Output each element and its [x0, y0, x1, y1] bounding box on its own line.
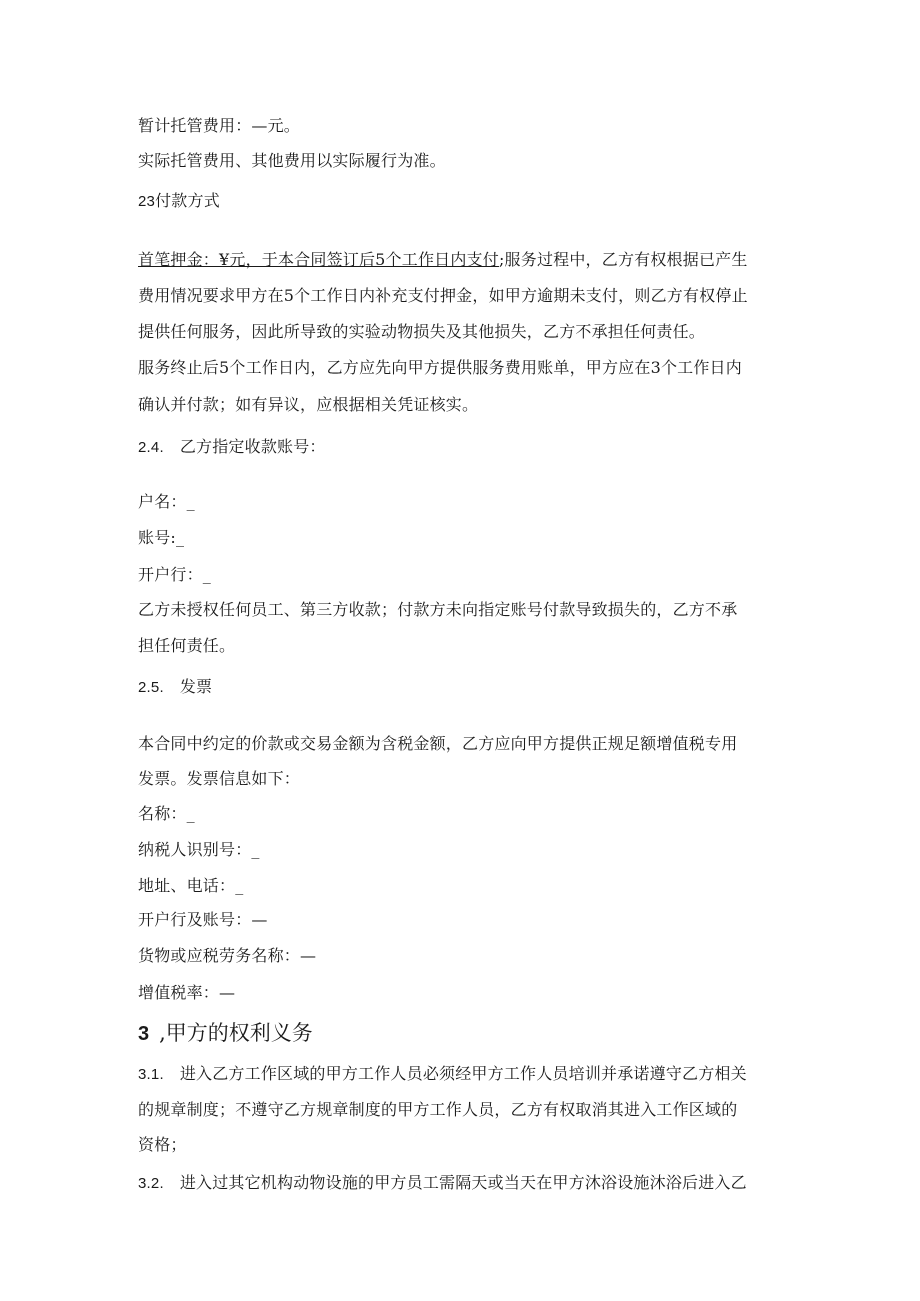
invoice-paragraph-line-1: 本合同中约定的价款或交易金额为含税金额，乙方应向甲方提供正规足额增值税专用	[138, 734, 738, 753]
clause-text: 进入乙方工作区域的甲方工作人员必须经甲方工作人员培训并承诺遵守乙方相关	[179, 1064, 747, 1083]
invoice-bank-account-line: 开户行及账号：—	[138, 910, 268, 929]
section-title: 发票	[179, 677, 213, 696]
invoice-goods-name-line: 货物或应税劳务名称：—	[138, 946, 317, 965]
unauthorized-paragraph-line-2: 担任何责任。	[138, 636, 236, 655]
invoice-tax-rate-line: 增值税率：—	[138, 983, 236, 1002]
section-title: 乙方指定收款账号：	[179, 437, 326, 456]
section-number: 23	[138, 193, 156, 210]
clause-number: 3.2.	[138, 1175, 164, 1192]
invoice-taxpayer-id-line: 纳税人识别号：_	[138, 840, 260, 859]
clause-3-1-line-2: 的规章制度；不遵守乙方规章制度的甲方工作人员，乙方有权取消其进入工作区域的	[138, 1100, 738, 1119]
account-number-line: 账号:_	[138, 528, 185, 547]
clause-3-2-line-1	[138, 1173, 747, 1194]
invoice-paragraph-line-2: 发票。发票信息如下：	[138, 769, 301, 788]
section-3-heading	[138, 1020, 313, 1047]
invoice-address-phone-line: 地址、电话：_	[138, 876, 244, 895]
invoice-name-line: 名称：_	[138, 804, 195, 823]
section-2-3-heading	[138, 191, 220, 212]
deposit-paragraph-line-1	[138, 250, 748, 270]
billing-paragraph-line-2: 确认并付款；如有异议，应根据相关凭证核实。	[138, 395, 479, 414]
billing-paragraph-line-1: 服务终止后5个工作日内，乙方应先向甲方提供服务费用账单，甲方应在3个工作日内	[138, 358, 742, 377]
deposit-rest-text: ;服务过程中，乙方有权根据已产生	[498, 250, 748, 269]
account-bank-line: 开户行：_	[138, 565, 212, 584]
deposit-paragraph-line-3: 提供任何服务，因此所导致的实验动物损失及其他损失，乙方不承担任何责任。	[138, 322, 706, 341]
unauthorized-paragraph-line-1: 乙方未授权任何员工、第三方收款；付款方未向指定账号付款导致损失的，乙方不承	[138, 600, 738, 619]
section-2-5-heading	[138, 677, 212, 698]
section-title: 付款方式	[155, 191, 220, 210]
clause-3-1-line-3: 资格；	[138, 1135, 187, 1154]
section-number: 2.4.	[138, 439, 164, 456]
estimated-fee-line: 暂计托管费用：—元。	[138, 116, 301, 135]
actual-fee-line: 实际托管费用、其他费用以实际履行为准。	[138, 151, 446, 170]
section-title: ,甲方的权利义务	[159, 1021, 313, 1045]
section-number: 3	[138, 1023, 150, 1045]
section-2-4-heading	[138, 437, 326, 458]
section-number: 2.5.	[138, 679, 164, 696]
clause-3-1-line-1	[138, 1064, 747, 1085]
clause-text: 进入过其它机构动物设施的甲方员工需隔天或当天在甲方沐浴设施沐浴后进入乙	[179, 1173, 747, 1192]
deposit-underlined-text: 首笔押金：¥元，于本合同签订后5个工作日内支付	[138, 250, 499, 269]
clause-number: 3.1.	[138, 1066, 164, 1083]
account-name-line: 户名：_	[138, 492, 195, 511]
deposit-paragraph-line-2: 费用情况要求甲方在5个工作日内补充支付押金，如甲方逾期未支付，则乙方有权停止	[138, 286, 748, 305]
